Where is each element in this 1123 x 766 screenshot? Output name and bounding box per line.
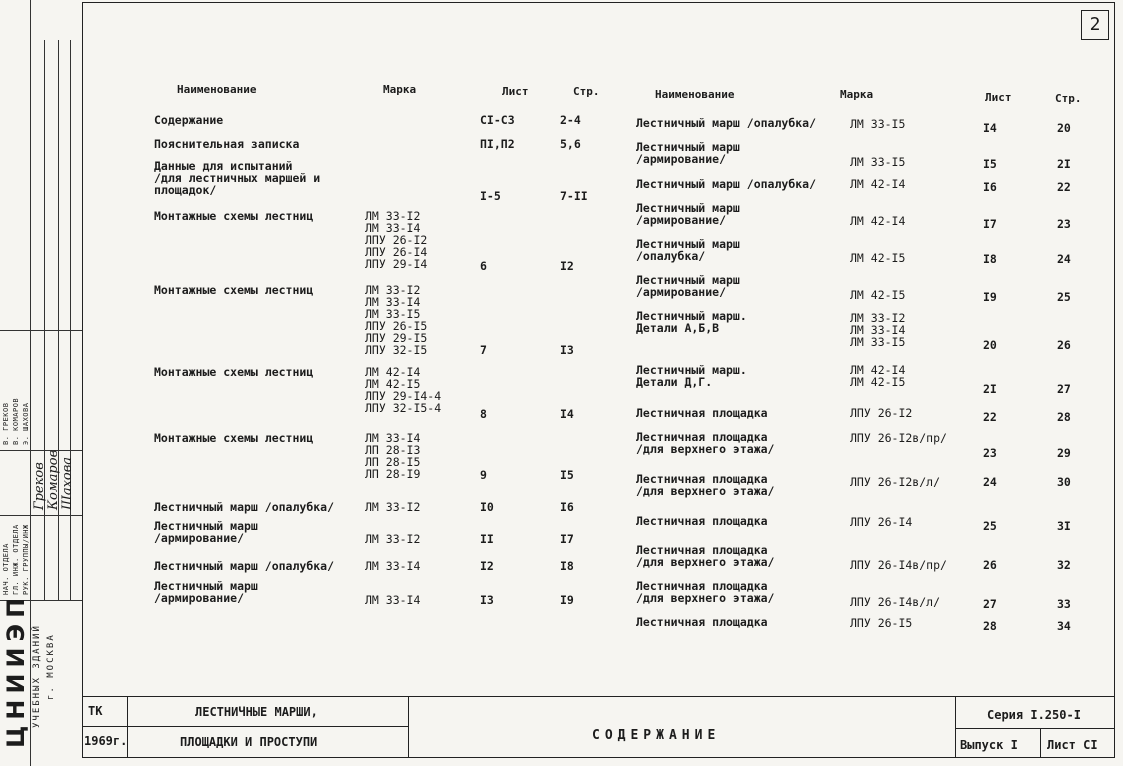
row-left-mark: ЛМ 42-I4 ЛМ 42-I5 ЛПУ 29-I4-4 ЛПУ 32-I5-4 bbox=[365, 365, 442, 415]
row-right-name: Лестничная площадка /для верхнего этажа/ bbox=[636, 430, 775, 456]
row-left-page: I3 bbox=[560, 343, 574, 357]
signature-3: Шахова bbox=[60, 456, 75, 510]
row-right-sheet: 26 bbox=[983, 558, 997, 572]
row-right-page: 22 bbox=[1057, 180, 1071, 194]
row-right-page: 27 bbox=[1057, 382, 1071, 396]
row-left-sheet: I0 bbox=[480, 500, 494, 514]
row-left-name: Лестничный марш /опалубка/ bbox=[154, 500, 335, 514]
header-name: Наименование bbox=[655, 88, 735, 101]
tb-line bbox=[1040, 728, 1041, 758]
row-left-page: 5,6 bbox=[560, 137, 581, 151]
row-left-sheet: 9 bbox=[480, 468, 487, 482]
drawing-frame bbox=[82, 2, 1115, 758]
header-mark: Марка bbox=[840, 88, 874, 101]
row-left-page: I7 bbox=[560, 532, 574, 546]
tb-year: 1969г. bbox=[84, 734, 128, 748]
row-right-name: Лестничный марш. Детали А,Б,В bbox=[636, 309, 747, 335]
row-right-name: Лестничный марш /армирование/ bbox=[636, 201, 740, 227]
name-2: В. КОМАРОВ bbox=[12, 397, 20, 445]
row-right-name: Лестничный марш /опалубка/ bbox=[636, 116, 817, 130]
row-left-mark: ЛМ 33-I2 bbox=[365, 500, 421, 514]
strip-line bbox=[58, 40, 59, 600]
role-3: РУК. ГРУППЫ/ИНЖ bbox=[22, 524, 30, 595]
row-left-name: Лестничный марш /армирование/ bbox=[154, 579, 258, 605]
header-name: Наименование bbox=[177, 83, 257, 96]
row-left-sheet: I2 bbox=[480, 559, 494, 573]
row-right-sheet: I6 bbox=[983, 180, 997, 194]
tb-series: Серия I.250-I bbox=[987, 708, 1081, 722]
tb-line bbox=[408, 696, 409, 758]
row-right-page: 28 bbox=[1057, 410, 1071, 424]
row-left-page: I5 bbox=[560, 468, 574, 482]
row-left-page: I6 bbox=[560, 500, 574, 514]
signature-1: Греков bbox=[32, 462, 47, 510]
row-right-sheet: 27 bbox=[983, 597, 997, 611]
row-left-mark: ЛМ 33-I4 ЛП 28-I3 ЛП 28-I5 ЛП 28-I9 bbox=[365, 431, 421, 481]
header-mark: Марка bbox=[383, 83, 417, 96]
row-right-sheet: I9 bbox=[983, 290, 997, 304]
row-left-page: I9 bbox=[560, 593, 574, 607]
tb-issue: Выпуск I bbox=[960, 738, 1018, 752]
row-right-name: Лестничная площадка /для верхнего этажа/ bbox=[636, 543, 775, 569]
row-right-page: 26 bbox=[1057, 338, 1071, 352]
tb-line bbox=[82, 726, 408, 727]
tb-line bbox=[127, 696, 128, 758]
strip-line bbox=[0, 330, 82, 331]
row-right-name: Лестничный марш. Детали Д,Г. bbox=[636, 363, 747, 389]
row-right-name: Лестничная площадка /для верхнего этажа/ bbox=[636, 472, 775, 498]
row-right-name: Лестничная площадка bbox=[636, 406, 768, 420]
row-right-page: 33 bbox=[1057, 597, 1071, 611]
row-right-page: 30 bbox=[1057, 475, 1071, 489]
row-left-mark: ЛМ 33-I2 ЛМ 33-I4 ЛПУ 26-I2 ЛПУ 26-I4 ЛПУ 29-I4 bbox=[365, 209, 428, 271]
row-left-page: I2 bbox=[560, 259, 574, 273]
tb-line bbox=[955, 696, 956, 758]
row-right-sheet: 20 bbox=[983, 338, 997, 352]
tb-line bbox=[955, 728, 1115, 729]
row-right-mark: ЛПУ 26-I5 bbox=[850, 616, 913, 630]
row-left-name: Лестничный марш /опалубка/ bbox=[154, 559, 335, 573]
row-right-page: 3I bbox=[1057, 519, 1071, 533]
row-left-mark: ЛМ 33-I4 bbox=[365, 593, 421, 607]
sheet-number: 2 bbox=[1081, 10, 1109, 40]
row-left-page: I4 bbox=[560, 407, 574, 421]
row-right-page: 25 bbox=[1057, 290, 1071, 304]
row-left-sheet: II bbox=[480, 532, 494, 546]
role-2: ГЛ. ИНЖ. ОТДЕЛА bbox=[12, 524, 20, 595]
row-left-sheet: 6 bbox=[480, 259, 487, 273]
row-right-page: 24 bbox=[1057, 252, 1071, 266]
row-right-name: Лестничный марш /армирование/ bbox=[636, 140, 740, 166]
row-left-mark: ЛМ 33-I2 bbox=[365, 532, 421, 546]
header-sheet: Лист bbox=[502, 85, 529, 98]
name-1: В. ГРЕКОВ bbox=[2, 402, 10, 445]
row-left-name: Монтажные схемы лестниц bbox=[154, 283, 314, 297]
row-right-mark: ЛМ 33-I2 ЛМ 33-I4 ЛМ 33-I5 bbox=[850, 311, 906, 349]
row-right-page: 20 bbox=[1057, 121, 1071, 135]
row-right-sheet: I4 bbox=[983, 121, 997, 135]
row-left-sheet: 7 bbox=[480, 343, 487, 357]
row-right-mark: ЛМ 33-I5 bbox=[850, 155, 906, 169]
strip-line bbox=[70, 40, 71, 600]
row-left-mark: ЛМ 33-I4 bbox=[365, 559, 421, 573]
row-right-sheet: 23 bbox=[983, 446, 997, 460]
row-right-sheet: 25 bbox=[983, 519, 997, 533]
row-right-sheet: I5 bbox=[983, 157, 997, 171]
row-right-sheet: 22 bbox=[983, 410, 997, 424]
row-right-mark: ЛПУ 26-I4 bbox=[850, 515, 913, 529]
row-left-name: Содержание bbox=[154, 113, 224, 127]
org-sub2: г. МОСКВА bbox=[46, 633, 56, 700]
row-right-mark: ЛПУ 26-I4в/пр/ bbox=[850, 558, 947, 572]
row-left-sheet: I-5 bbox=[480, 189, 501, 203]
org-sub1: УЧЕБНЫХ ЗДАНИЙ bbox=[32, 624, 42, 728]
row-right-mark: ЛПУ 26-I2в/л/ bbox=[850, 475, 941, 489]
row-right-sheet: I8 bbox=[983, 252, 997, 266]
strip-line bbox=[30, 0, 31, 766]
row-left-sheet: I3 bbox=[480, 593, 494, 607]
header-page: Стр. bbox=[573, 85, 600, 98]
side-stamp bbox=[0, 0, 82, 766]
tb-title-line2: ПЛОЩАДКИ И ПРОСТУПИ bbox=[180, 735, 318, 749]
row-right-mark: ЛМ 42-I5 bbox=[850, 251, 906, 265]
row-left-name: Монтажные схемы лестниц bbox=[154, 365, 314, 379]
role-1: НАЧ. ОТДЕЛА bbox=[2, 543, 10, 595]
row-left-name: Монтажные схемы лестниц bbox=[154, 209, 314, 223]
row-left-mark: ЛМ 33-I2 ЛМ 33-I4 ЛМ 33-I5 ЛПУ 26-I5 ЛПУ 29-I5 ЛПУ 32-I5 bbox=[365, 283, 428, 357]
org-name: ЦНИИЭП bbox=[2, 591, 30, 748]
row-right-page: 2I bbox=[1057, 157, 1071, 171]
title-block bbox=[82, 696, 1115, 758]
row-right-sheet: 24 bbox=[983, 475, 997, 489]
row-right-mark: ЛПУ 26-I2в/пр/ bbox=[850, 431, 947, 445]
row-right-page: 32 bbox=[1057, 558, 1071, 572]
row-left-page: 7-II bbox=[560, 189, 588, 203]
header-page: Стр. bbox=[1055, 92, 1082, 105]
row-right-name: Лестничная площадка bbox=[636, 514, 768, 528]
row-right-mark: ЛМ 42-I4 ЛМ 42-I5 bbox=[850, 363, 906, 389]
row-left-name: Монтажные схемы лестниц bbox=[154, 431, 314, 445]
row-right-page: 23 bbox=[1057, 217, 1071, 231]
row-right-mark: ЛМ 42-I4 bbox=[850, 214, 906, 228]
row-right-mark: ЛМ 42-I4 bbox=[850, 177, 906, 191]
row-right-sheet: 28 bbox=[983, 619, 997, 633]
row-right-page: 34 bbox=[1057, 619, 1071, 633]
strip-line bbox=[0, 515, 82, 516]
row-right-sheet: 2I bbox=[983, 382, 997, 396]
tb-sheet-title: СОДЕРЖАНИЕ bbox=[592, 728, 721, 743]
row-right-page: 29 bbox=[1057, 446, 1071, 460]
row-left-name: Лестничный марш /армирование/ bbox=[154, 519, 258, 545]
row-left-name: Данные для испытаний /для лестничных маршей и площадок/ bbox=[154, 159, 321, 197]
row-right-mark: ЛПУ 26-I4в/л/ bbox=[850, 595, 941, 609]
row-left-page: I8 bbox=[560, 559, 574, 573]
name-3: Э. ШАХОВА bbox=[22, 402, 30, 445]
tb-sheet: Лист CI bbox=[1047, 738, 1098, 752]
row-right-name: Лестничный марш /опалубка/ bbox=[636, 177, 817, 191]
row-right-name: Лестничный марш /опалубка/ bbox=[636, 237, 740, 263]
row-left-sheet: ПI,П2 bbox=[480, 137, 515, 151]
row-left-sheet: 8 bbox=[480, 407, 487, 421]
tb-code: ТК bbox=[88, 704, 103, 718]
header-sheet: Лист bbox=[985, 91, 1012, 104]
row-right-sheet: I7 bbox=[983, 217, 997, 231]
row-right-mark: ЛПУ 26-I2 bbox=[850, 406, 913, 420]
row-right-name: Лестничный марш /армирование/ bbox=[636, 273, 740, 299]
row-left-page: 2-4 bbox=[560, 113, 581, 127]
row-right-name: Лестничная площадка /для верхнего этажа/ bbox=[636, 579, 775, 605]
row-right-name: Лестничная площадка bbox=[636, 615, 768, 629]
row-right-mark: ЛМ 42-I5 bbox=[850, 288, 906, 302]
strip-line bbox=[44, 40, 45, 600]
row-left-name: Пояснительная записка bbox=[154, 137, 300, 151]
row-left-sheet: CI-C3 bbox=[480, 113, 515, 127]
row-right-mark: ЛМ 33-I5 bbox=[850, 117, 906, 131]
strip-line bbox=[0, 450, 82, 451]
tb-title-line1: ЛЕСТНИЧНЫЕ МАРШИ, bbox=[195, 705, 318, 719]
tb-line bbox=[82, 696, 1115, 697]
signature-2: Комаров bbox=[46, 449, 61, 510]
